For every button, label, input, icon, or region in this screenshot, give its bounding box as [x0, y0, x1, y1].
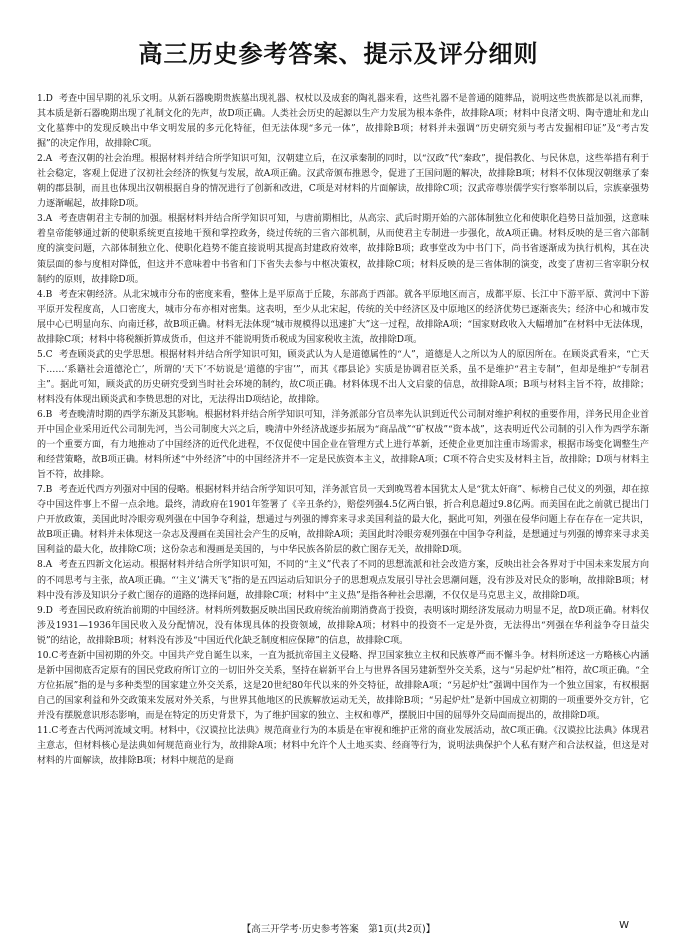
answer-explanation: 考查汉朝的社会治理。根据材料并结合所学知识可知，汉朝建立后，在汉承秦制的同时，以“汉政”代“秦政”，提倡教化、与民休息，这些举措有利于社会稳定，客观上促进了汉初社会经济的恢复与发展，故A项正确。汉武帝颁布推恩令，促进了王国问题的解决，故排除B项；材料不仅体现汉朝继承了秦朝的郡县制，而且也体现出汉朝根据自身的情况进行了创新和改进，C项是对材料的片面解读，故排除C项；汉武帝尊崇儒学实行察举制以后，宗族豪强势力逐渐崛起，故排除D项。: [37, 154, 649, 210]
answer-number: 4.B: [37, 289, 53, 300]
answer-explanation: 考查唐朝君主专制的加强。根据材料并结合所学知识可知，与唐前期相比，从高宗、武后时期开始的六部体制独立化和使职化趋势日益加强，这意味着皇帝能够通过新的使职系统更直接地干预和掌控政务，绕过传统的三省六部机制，从而使君主专制进一步强化，故A项正确。材料反映的是三省六部制度的演变问题，六部体制独立化、使职化趋势不能直接说明其提高封建政府效率，故排除B项；政事堂改为中书门下，尚书省逐渐成为执行机构，其在决策层面的参与度相对降低，但这并不意味着中书省和门下省失去参与中枢决策权，故排除C项；材料反映的是三省体制的演变，改变了唐初三省宰职分权制约的原则，故排除D项。: [37, 214, 649, 285]
answer-explanation: 考查五四新文化运动。根据材料并结合所学知识可知，不同的“主义”代表了不同的思想流派和社会改造方案，反映出社会各界对于中国未来发展方向的不同思考与主张，故A项正确。“‘主义’满天飞”指的是五四运动后知识分子的思想观点发展引导社会思潮问题，没有涉及对民众的影响，故排除B项；材料中没有涉及知识分子救亡图存的道路的选择问题，故排除C项；材料中“主义热”是指各种社会思潮，不仅仅是马克思主义，故排除D项。: [37, 560, 649, 601]
answer-item: [37, 724, 649, 769]
answer-number: 3.A: [37, 214, 53, 225]
answer-item: [37, 649, 649, 724]
answer-explanation: 考查中国早期的礼乐文明。从新石器晚期贵族墓出现礼器、权杖以及成套的陶礼器来看，这些礼器不是普通的随葬品，说明这些贵族都是以礼而葬，其本质是新石器晚期出现了礼制文化的先声，故D项正确。人类社会历史的起源以生产力发展为根本条件，故排除A项；材料中良渚文明、陶寺遗址和龙山文化墓葬中的发现反映出中华文明发展的多元化特征，但无法体现“多元一体”，故排除B项；材料并未强调“历史研究须与考古发掘相印证”及“考古发掘”的决定作用，故排除C项。: [37, 94, 649, 150]
page-footer: 【高三开学考·历史参考答案 第1页(共2页)】: [241, 924, 436, 935]
answer-number: 11.C: [37, 725, 59, 736]
answer-explanation: 考查新中国初期的外交。中国共产党自诞生以来，一直为抵抗帝国主义侵略、捍卫国家独立主权和民族尊严而不懈斗争。材料所述这一方略核心内涵是新中国彻底否定原有的国民党政府所订立的一切旧外交关系，坚持在崭新平台上与世界各国另建新型外交关系，这与“另起炉灶”相符，故C项正确。“全方位拓展”指的是与多种类型的国家建立外交关系，这是20世纪80年代以来的外交特征，故排除A项；“另起炉灶”强调中国作为一个独立国家，有权根据自己的国家利益和外交政策来发展对外关系，与世界其他地区的民族解放运动无关，故排除B项；“另起炉灶”是新中国成立初期的一项重要外交方针，它并没有摆脱意识形态影响，而是在特定的历史背景下，为了维护国家的独立、主权和尊严，摆脱旧中国的屈辱外交局面而提出的，故排除D项。: [37, 650, 649, 721]
answer-number: 5.C: [37, 349, 53, 360]
answer-number: 7.B: [37, 485, 53, 496]
answer-item: [37, 288, 649, 348]
answer-item: [37, 408, 649, 483]
answer-explanation: 考查顾炎武的史学思想。根据材料并结合所学知识可知，顾炎武认为人是道德属性的“人”，道德是人之所以为人的原因所在。在顾炎武看来，“亡天下……‘系籍社会道德沦亡’，所谓的‘天下’不妨说是‘道德的宇宙’”，而其《郡县论》实质是协调君臣关系，虽不是维护“君主专制”，但却是维护“专制君主”。据此可知，顾炎武的历史研究受到当时社会环境的制约，故C项正确。材料体现不出人文启蒙的信息，故排除A项；B项与材料主旨不符，故排除；材料没有体现出顾炎武和李贽思想的对比，无法得出D项结论，故排除。: [37, 349, 649, 405]
corner-mark: W: [619, 920, 629, 931]
answer-list: [37, 92, 649, 914]
page-title: 高三历史参考答案、提示及评分细则: [138, 40, 539, 68]
answer-item: [37, 212, 649, 287]
answer-explanation: 考查古代两河流域文明。材料中，《汉谟拉比法典》规范商业行为的本质是在审视和维护正常的商业发展活动，故C项正确。《汉谟拉比法典》体现君主意志，但材料核心是法典如何规范商业行为，故排除A项；材料中允许个人土地买卖、经商等行为，说明法典保护个人私有财产和合法权益，但这是对材料的片面解读，故排除B项；材料中规范的是商: [37, 725, 649, 767]
answer-number: 8.A: [37, 560, 53, 571]
answer-number: 1.D: [37, 94, 53, 104]
answer-item: [37, 348, 649, 408]
answer-item: [37, 483, 649, 558]
answer-item: [37, 558, 649, 603]
answer-item: [37, 604, 649, 649]
answer-explanation: 考查晚清时期的西学东渐及其影响。根据材料并结合所学知识可知，洋务派部分官员率先认识到近代公司制对维护利权的重要作用，洋务民用企业首开中国企业采用近代公司制先河，当公司制度大兴之后，晚清中外经济战逐步拓展为“商品战”“矿权战”“资本战”，这表明近代公司制的引入作为西学东渐的一个重要方面，有力地推动了中国经济的近代化进程，不仅促使中国企业在管理方式上进行革新，还使企业更加注重市场需求，根据市场变化调整生产和经营策略，故B项正确。材料所述“中外经济”中的中国经济并不一定是民族资本主义，故排除A项；C项不符合史实及材料主旨，故排除；D项与材料主旨不符，故排除。: [37, 409, 649, 481]
answer-explanation: 考查近代西方列强对中国的侵略。根据材料并结合所学知识可知，洋务派官员一天到晚骂着本国犹太人是“犹太奸商”、标榜自己仗义的列强，却在掠夺中国这件事上不留一点余地。最终，清政府在1901年签署了《辛丑条约》，赔偿列强4.5亿两白银，折合利息超过9.8亿两。而美国在此之前就已提出门户开放政策，美国此时冷眼旁观列强在中国争夺利益，想通过与列强的博弈来寻求美国利益的最大化，据此可知，列强在侵华问题上存在存在一定共识，故B项正确。材料并未体现这一杂志及漫画在美国社会产生的反响，故排除A项；美国此时冷眼旁观列强在中国争夺利益，是想通过与列强的博弈来寻求美国利益的最大化，故排除C项；这份杂志和漫画是美国的，与中华民族各阶层的救亡图存无关，故排除D项。: [37, 485, 649, 556]
answer-number: 6.B: [37, 409, 53, 420]
answer-item: [37, 92, 649, 152]
answer-number: 2.A: [37, 154, 53, 165]
answer-number: 9.D: [37, 605, 53, 616]
answer-explanation: 考查宋朝经济。从北宋城市分布的密度来看，整体上是平原高于丘陵，东部高于西部。就各平原地区而言，成都平原、长江中下游平原、黄河中下游平原开发程度高，人口密度大，城市分布亦相对密集。这表明，至少从北宋起，传统的关中经济区及中原地区的经济优势已逐渐丧失；经济中心和城市发展中心已明显向东、向南迁移，故B项正确。材料无法体现“城市规模得以迅速扩大”这一过程，故排除A项；“国家财政收入大幅增加”在材料中无法体现，故排除C项；材料中将税额折算成货币，但这并不能说明货币税成为国家税收主流，故排除D项。: [37, 289, 649, 345]
answer-explanation: 考查国民政府统治前期的中国经济。材料所列数据反映出国民政府统治前期消费高于投资，表明该时期经济发展动力明显不足，故D项正确。材料仅涉及1931—1936年国民收入及分配情况，没有体现具体的投资领域，故排除A项；材料中的投资不一定是外资，无法得出“列强在华利益争夺日益尖锐”的结论，故排除B项；材料没有涉及“中国近代化缺乏制度相应保障”的信息，故排除C项。: [37, 605, 649, 646]
answer-item: [37, 152, 649, 212]
answer-number: 10.C: [37, 650, 59, 661]
